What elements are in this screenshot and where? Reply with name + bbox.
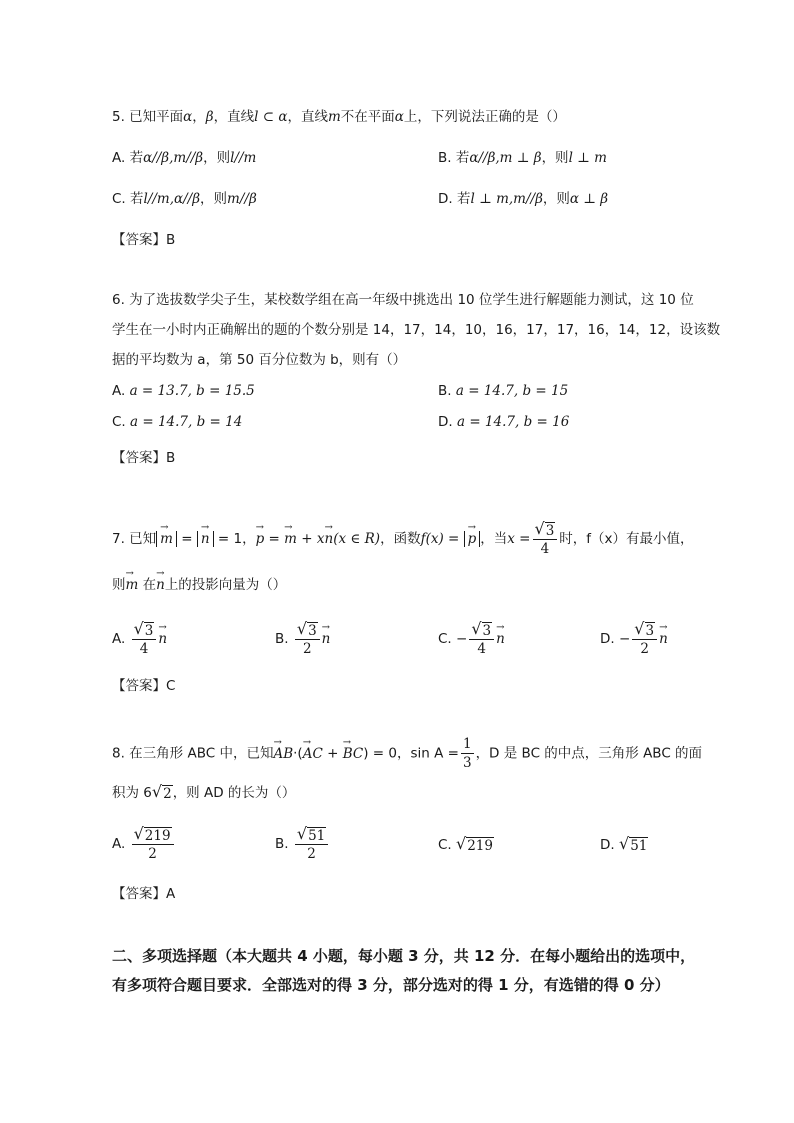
option-expr: a = 14.7, b = 15	[455, 383, 569, 399]
q5-stem-text-c: ，直线	[287, 109, 328, 125]
denominator: 3	[462, 755, 472, 771]
function-f: f	[420, 531, 426, 547]
radicand: 2	[163, 786, 172, 802]
vector-bc: → BC	[343, 739, 364, 769]
q7-tail-text: 时，f（x）有最小值，	[559, 531, 694, 547]
radicand: 51	[630, 838, 648, 854]
q7-stem	[112, 520, 694, 558]
q5-option-a	[112, 148, 256, 168]
denominator: 4	[139, 641, 149, 657]
option-label: A.	[112, 383, 126, 399]
option-label: B.	[438, 383, 452, 399]
option-label: D. 若	[438, 191, 471, 207]
option-label: C.	[438, 837, 452, 853]
equals: =	[268, 531, 280, 547]
q7-answer: 【答案】C	[112, 678, 176, 694]
q5-option-c	[112, 189, 257, 209]
plus: +	[327, 745, 339, 762]
vector-n: → n	[158, 629, 167, 649]
q6-stem-line3: 据的平均数为 a，第 50 百分位数为 b，则有（）	[112, 352, 407, 368]
q5-stem-text-d: 不在平面	[340, 109, 395, 125]
option-mid: ，则	[541, 150, 569, 166]
vector-n: → n	[659, 629, 668, 649]
alpha-symbol: α	[183, 109, 193, 125]
radicand: 3	[545, 523, 555, 539]
q6-option-d	[438, 412, 569, 432]
q5-stem-text-e: 上，下列说法正确的是（）	[403, 109, 566, 125]
q7-line2-text: 则	[112, 577, 126, 593]
q7-option-a: A. √ 3 4 → n	[112, 620, 167, 658]
vector-n: → n	[322, 629, 331, 649]
x-equals: x =	[507, 531, 531, 547]
condition: (x ∈ R)	[333, 531, 381, 547]
q7-line2-text-b: 在	[142, 577, 157, 593]
option-expr: a = 14.7, b = 14	[130, 414, 243, 430]
option-result: α ⊥ β	[569, 191, 609, 207]
option-result: l ⊥ m	[568, 150, 607, 166]
radicand: 3	[482, 623, 492, 639]
function-arg: (x) =	[425, 531, 460, 547]
q7-option-d: D. − √ 3 2 → n	[600, 620, 668, 658]
denominator: 2	[640, 641, 649, 657]
vector-ab: → AB	[273, 739, 293, 769]
section-2-heading-line2: 有多项符合题目要求．全部选对的得 3 分，部分选对的得 1 分，有选错的得 0 分）	[112, 976, 670, 994]
vector-p: → p	[256, 524, 265, 554]
option-expr: l//m,α//β	[143, 191, 201, 207]
numerator: 1	[462, 736, 472, 752]
equals: =	[181, 531, 193, 547]
q6-stem-line2: 学生在一小时内正确解出的题的个数分别是 14，17，14，10，16，17，17，16，14，12，设该数	[112, 322, 721, 338]
vector-ac: → AC	[303, 739, 323, 769]
option-label: A.	[112, 836, 126, 852]
vector-n: → n	[496, 629, 505, 649]
option-expr: α//β,m//β	[143, 150, 204, 166]
denominator: 2	[302, 641, 312, 657]
option-label: B.	[275, 836, 289, 852]
vector-m: → m	[284, 524, 297, 554]
section-2-heading-line1: 二、多项选择题（本大题共 4 小题，每小题 3 分，共 12 分．在每小题给出的选项中，	[112, 947, 696, 965]
subset-symbol: ⊂	[262, 109, 275, 125]
q8-stem-rest: ，D 是 BC 的中点，三角形 ABC 的面	[475, 745, 703, 762]
q5-answer: 【答案】B	[112, 232, 176, 248]
option-label: A.	[112, 631, 126, 647]
q5-stem	[112, 107, 566, 127]
option-mid: ，则	[203, 150, 231, 166]
q5-stem-text-b: ，直线	[213, 109, 255, 125]
alpha-symbol: α	[394, 109, 404, 125]
q6-stem-line1: 6. 为了选拔数学尖子生，某校数学组在高一年级中挑选出 10 位学生进行解题能力测试，这 10 位	[112, 292, 694, 308]
radicand: 219	[467, 838, 493, 854]
line-l: l	[254, 109, 259, 125]
option-mid: ，则	[200, 191, 228, 207]
plus-x: + x	[301, 531, 325, 547]
q8-option-b: B. √ 51 2	[275, 825, 330, 863]
q7-stem-text: 7. 已知	[112, 531, 157, 547]
vector-n: → n	[201, 524, 210, 554]
option-label: C. 若	[112, 191, 144, 207]
vector-n: → n	[156, 575, 165, 595]
vector-m: → m	[160, 524, 173, 554]
q5-stem-text: 5. 已知平面	[112, 109, 184, 125]
option-expr: a = 14.7, b = 16	[456, 414, 570, 430]
option-expr: a = 13.7, b = 15.5	[129, 383, 255, 399]
sin-a: ，sin A =	[396, 745, 459, 762]
vector-m: → m	[126, 575, 139, 595]
function-text: ，函数	[380, 531, 421, 547]
option-label: D.	[438, 414, 453, 430]
option-label: B.	[275, 631, 289, 647]
denominator: 4	[477, 641, 487, 657]
q8-line2-text: 积为 6	[112, 785, 152, 801]
option-label: D.	[600, 837, 615, 853]
alpha-symbol: α	[278, 109, 288, 125]
fraction-one-third	[461, 735, 474, 772]
q8-stem-line2: 积为 6 √ 2 ，则 AD 的长为（）	[112, 782, 296, 802]
vector-n: → n	[324, 524, 333, 554]
option-label: C.	[438, 631, 452, 647]
sign: −	[456, 631, 468, 647]
denominator: 2	[307, 846, 316, 862]
q8-line2-text-b: ，则 AD 的长为（）	[172, 785, 296, 801]
q8-option-c: C. √ 219	[438, 834, 493, 854]
q6-option-a	[112, 381, 255, 401]
option-result: l//m	[230, 150, 257, 166]
q5-sep: ，	[192, 109, 206, 125]
equals-one: = 1，	[217, 531, 256, 547]
q6-answer: 【答案】B	[112, 450, 176, 466]
vector-p: → p	[468, 524, 477, 554]
beta-symbol: β	[205, 109, 214, 125]
q7-option-b: B. √ 3 2 → n	[275, 620, 330, 658]
q6-option-c	[112, 412, 242, 432]
fraction-sqrt3-over-4: √ 3 4	[533, 520, 558, 558]
radicand: 3	[645, 623, 655, 639]
radicand: 51	[308, 828, 326, 844]
option-label: D.	[600, 631, 615, 647]
dot-operator: ·	[293, 745, 298, 762]
q8-option-d: D. √ 51	[600, 834, 648, 854]
option-expr: α//β,m ⊥ β	[469, 150, 542, 166]
q5-option-d	[438, 189, 608, 209]
q8-answer: 【答案】A	[112, 886, 176, 902]
denominator: 2	[148, 846, 157, 862]
q8-option-a: A. √ 219 2	[112, 825, 176, 863]
q7-stem-line2	[112, 575, 286, 595]
sign: −	[618, 631, 631, 647]
q8-stem: 8. 在三角形 ABC 中，已知→ AB·(→ AC + → BC) = 0，sin A = $\frac{1}{3}$ ，D 是 BC 的中点，三角形 ABC 的面	[112, 735, 702, 772]
option-label: B. 若	[438, 150, 470, 166]
radicand: 219	[144, 828, 171, 844]
option-mid: ，则	[542, 191, 570, 207]
option-result: m//β	[227, 191, 257, 207]
radicand: 3	[308, 623, 317, 639]
option-expr: l ⊥ m,m//β	[470, 191, 543, 207]
radicand: 3	[144, 623, 154, 639]
denominator: 4	[540, 541, 550, 557]
when-text: ，当	[480, 531, 508, 547]
line-m: m	[327, 109, 341, 125]
q7-option-c: C. − √ 3 4 → n	[438, 620, 505, 658]
option-label: A. 若	[112, 150, 144, 166]
equals-zero: = 0	[372, 745, 397, 762]
q6-option-b	[438, 381, 568, 401]
q8-stem-text: 8. 在三角形 ABC 中，已知	[112, 745, 274, 762]
option-label: C.	[112, 414, 126, 430]
q7-line2-text-c: 上的投影向量为（）	[164, 577, 287, 593]
q5-option-b	[438, 148, 607, 168]
